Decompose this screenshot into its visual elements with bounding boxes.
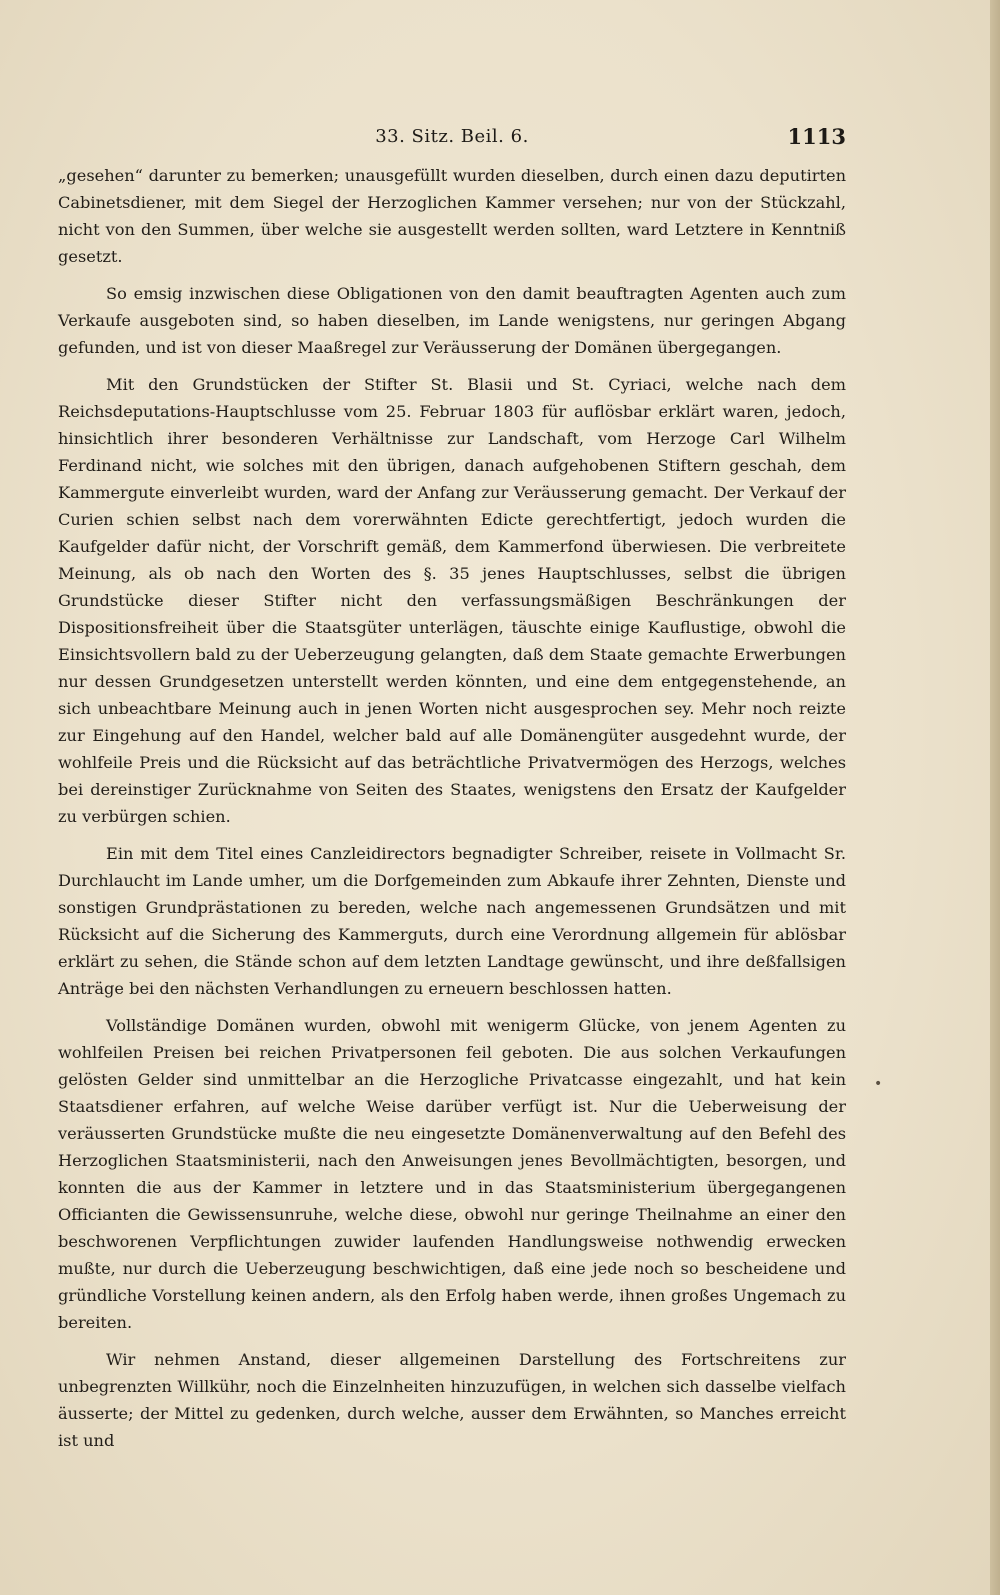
page-number: 1113 xyxy=(787,124,846,149)
paragraph-4: Ein mit dem Titel eines Canzleidirectors begnadigter Schreiber, reisete in Vollmacht Sr. Durchlaucht im Lande umher, um die Dorfgemeinden zum Abkaufe ihrer Zehnten, Dienste und sonstigen Grundprästationen zu bereden, welche nach angemessenen Grundsätzen und mit Rücksicht auf die Sicherung des Kammerguts, durch eine Verordnung allgemein für ablösbar erklärt zu sehen, die Stände schon auf dem letzten Landtage gewünscht, und ihre deßfallsigen Anträge bei den nächsten Verhandlungen zu erneuern beschlossen hatten. xyxy=(58,844,846,998)
running-head: 33. Sitz. Beil. 6. xyxy=(375,126,529,147)
margin-speck: • xyxy=(874,1076,883,1092)
paragraph-3: Mit den Grundstücken der Stifter St. Blasii und St. Cyriaci, welche nach dem Reichsdeputations-Hauptschlusse vom 25. Februar 1803 für auflösbar erklärt waren, jedoch, hinsichtlich ihrer besonderen Verhältnisse zur Landschaft, vom Herzoge Carl Wilhelm Ferdinand nicht, wie solches mit den übrigen, danach aufgehobenen Stiftern geschah, dem Kammergute einverleibt wurden, ward der Anfang zur Veräusserung gemacht. Der Verkauf der Curien schien selbst nach dem vorerwähnten Edicte gerechtfertigt, jedoch wurden die Kaufgelder dafür nicht, der Vorschrift gemäß, dem Kammerfond überwiesen. Die verbreitete Meinung, als ob nach den Worten des §. 35 jenes Hauptschlusses, selbst die übrigen Grundstücke dieser Stifter nicht den verfassungsmäßigen Beschränkungen der Dispositionsfreiheit über die Staatsgüter unterlägen, täuschte einige Kauflustige, obwohl die Einsichtsvollern bald zu der Ueberzeugung gelangten, daß dem Staate gemachte Erwerbungen nur dessen Grundgesetzen unterstellt werden könnten, und eine dem entgegenstehende, an sich unbeachtbare Meinung auch in jenen Worten nicht ausgesprochen sey. Mehr noch reizte zur Eingehung auf den Handel, welcher bald auf alle Domänengüter ausgedehnt wurde, der wohlfeile Preis und die Rücksicht auf das beträchtliche Privatvermögen des Herzogs, welches bei dereinstiger Zurücknahme von Seiten des Staates, wenigstens den Ersatz der Kaufgelder zu verbürgen schien. xyxy=(58,375,846,826)
paragraph-5: Vollständige Domänen wurden, obwohl mit wenigerm Glücke, von jenem Agenten zu wohlfeilen Preisen bei reichen Privatpersonen feil geboten. Die aus solchen Verkaufungen gelösten Gelder sind unmittelbar an die Herzogliche Privatcasse eingezahlt, und hat kein Staatsdiener erfahren, auf welche Weise darüber verfügt ist. Nur die Ueberweisung der veräusserten Grundstücke mußte die neu eingesetzte Domänenverwaltung auf den Befehl des Herzoglichen Staatsministerii, nach den Anweisungen jenes Bevollmächtigten, besorgen, und konnten die aus der Kammer in letztere und in das Staatsministerium übergegangenen Officianten die Gewissensunruhe, welche diese, obwohl nur geringe Theilnahme an einer den beschworenen Verpflichtungen zuwider laufenden Handlungsweise nothwendig erwecken mußte, nur durch die Ueberzeugung beschwichtigen, daß eine jede noch so bescheidene und gründliche Vorstellung keinen andern, als den Erfolg haben werde, ihnen großes Ungemach zu bereiten. xyxy=(58,1016,846,1332)
body-text xyxy=(58,162,846,1464)
paragraph-6: Wir nehmen Anstand, dieser allgemeinen Darstellung des Fortschreitens zur unbegrenzten Willkühr, noch die Einzelnheiten hinzuzufügen, in welchen sich dasselbe vielfach äusserte; der Mittel zu gedenken, durch welche, ausser dem Erwähnten, so Manches erreicht ist und xyxy=(58,1350,846,1450)
page-edge xyxy=(990,0,1000,1595)
paragraph-2: So emsig inzwischen diese Obligationen von den damit beauftragten Agenten auch zum Verkaufe ausgeboten sind, so haben dieselben, im Lande wenigstens, nur geringen Abgang gefunden, und ist von dieser Maaßregel zur Veräusserung der Domänen übergegangen. xyxy=(58,284,846,357)
paragraph-1: „gesehen“ darunter zu bemerken; unausgefüllt wurden dieselben, durch einen dazu deputirten Cabinetsdiener, mit dem Siegel der Herzoglichen Kammer versehen; nur von der Stückzahl, nicht von den Summen, über welche sie ausgestellt werden sollten, ward Letztere in Kenntniß gesetzt. xyxy=(58,166,846,266)
page-header xyxy=(58,126,846,156)
